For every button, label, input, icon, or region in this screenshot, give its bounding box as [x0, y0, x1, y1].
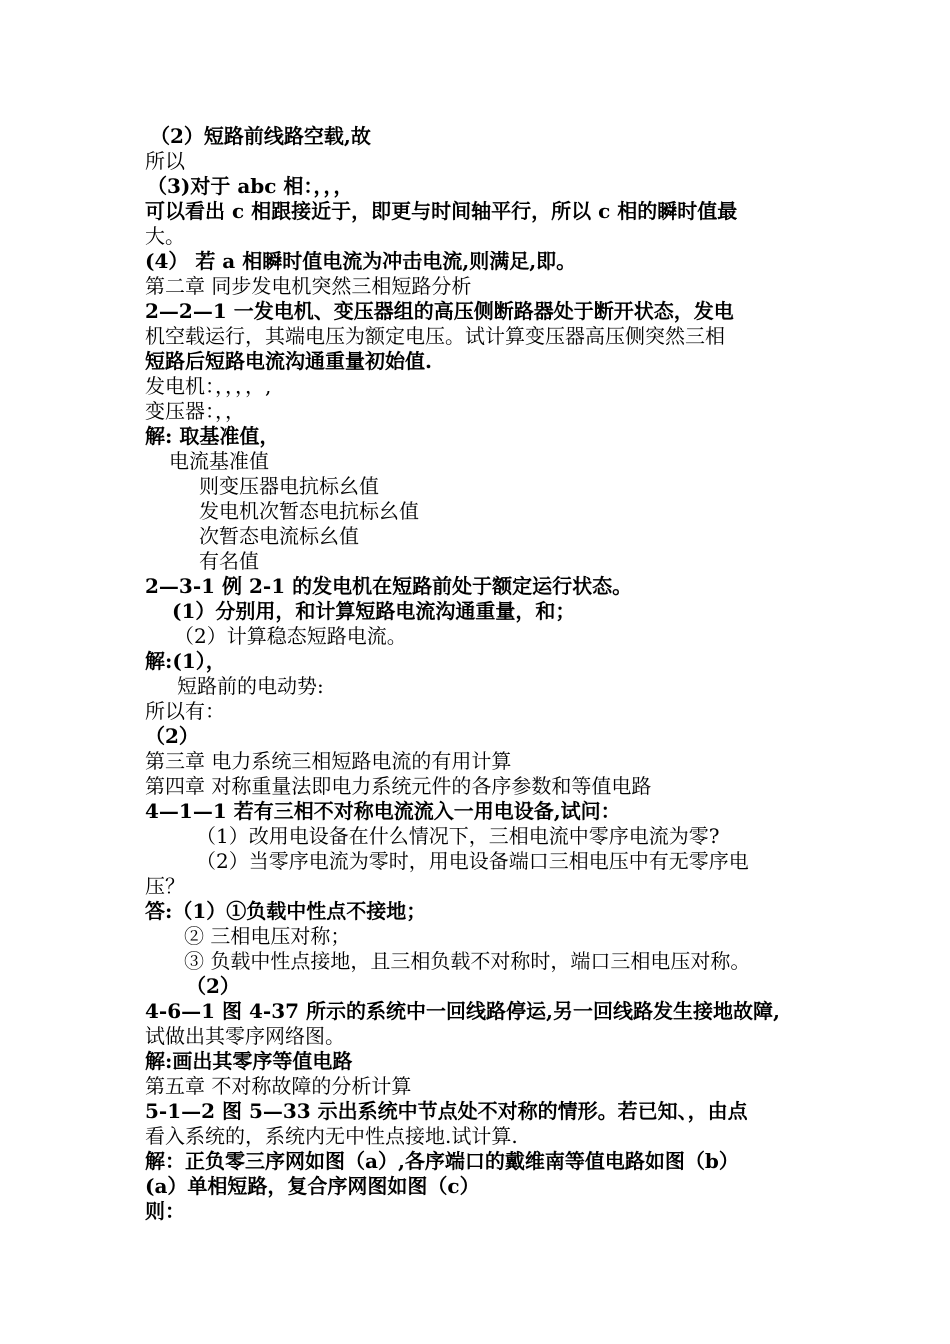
text-line: 发电机次暂态电抗标幺值: [199, 499, 419, 523]
text-line: 短路后短路电流沟通重量初始值.: [145, 349, 432, 373]
chapter-heading: 第二章 同步发电机突然三相短路分析: [145, 274, 472, 298]
text-line: 电流基准值: [169, 449, 269, 473]
text-line: (a）单相短路，复合序网图如图（c）: [145, 1174, 480, 1198]
text-line: 可以看出 c 相跟接近于，即更与时间轴平行，所以 c 相的瞬时值最: [145, 199, 738, 223]
text-line: 解:画出其零序等值电路: [145, 1049, 353, 1073]
text-line: 所以: [145, 149, 185, 173]
text-line: ③ 负载中性点接地，且三相负载不对称时，端口三相电压对称。: [184, 949, 751, 973]
text-line: 机空载运行，其端电压为额定电压。试计算变压器高压侧突然三相: [145, 324, 725, 348]
text-line: 则变压器电抗标幺值: [199, 474, 379, 498]
text-line: 次暂态电流标幺值: [199, 524, 359, 548]
text-line: 有名值: [199, 549, 259, 573]
text-line: 变压器：，，: [145, 399, 245, 423]
text-line: 大。: [145, 224, 185, 248]
text-line: 则：: [145, 1199, 185, 1223]
text-line: 2—2—1 一发电机、变压器组的高压侧断路器处于断开状态，发电: [145, 299, 734, 323]
text-line: （2）计算稳态短路电流。: [174, 624, 407, 648]
chapter-heading: 第四章 对称重量法即电力系统元件的各序参数和等值电路: [145, 774, 652, 798]
text-line: 4—1—1 若有三相不对称电流流入一用电设备,试问：: [145, 799, 621, 823]
text-line: 试做出其零序网络图。: [145, 1024, 345, 1048]
text-line: (1）分别用，和计算短路电流沟通重量，和；: [172, 599, 576, 623]
text-line: 短路前的电动势:: [177, 674, 324, 698]
text-line: 2—3-1 例 2-1 的发电机在短路前处于额定运行状态。: [145, 574, 633, 598]
text-line: 压？: [145, 874, 185, 898]
text-line: 4-6—1 图 4-37 所示的系统中一回线路停运,另一回线路发生接地故障,: [145, 999, 780, 1023]
text-line: （2）短路前线路空载,故: [150, 124, 371, 148]
chapter-heading: 第五章 不对称故障的分析计算: [145, 1074, 412, 1098]
text-line: ② 三相电压对称；: [184, 924, 351, 948]
text-line: 解:(1），: [145, 649, 226, 673]
text-line: （2）当零序电流为零时，用电设备端口三相电压中有无零序电: [196, 849, 749, 873]
text-line: 所以有：: [145, 699, 225, 723]
text-line: （2）: [145, 724, 199, 748]
text-line: （2）: [186, 974, 240, 998]
chapter-heading: 第三章 电力系统三相短路电流的有用计算: [145, 749, 512, 773]
text-line: 5-1—2 图 5—33 示出系统中节点处不对称的情形。若已知、，由点: [145, 1099, 748, 1123]
text-line: 看入系统的，系统内无中性点接地.试计算.: [145, 1124, 518, 1148]
text-line: （1）改用电设备在什么情况下，三相电流中零序电流为零?: [196, 824, 720, 848]
text-line: 解：正负零三序网如图（a）,各序端口的戴维南等值电路如图（b）: [145, 1149, 739, 1173]
text-line: (4） 若 a 相瞬时值电流为冲击电流,则满足,即。: [145, 249, 577, 273]
text-line: 答:（1）①负载中性点不接地；: [145, 899, 427, 923]
text-line: 解: 取基准值，: [145, 424, 280, 448]
text-line: （3)对于 abc 相：，，，: [147, 174, 354, 198]
text-line: 发电机：，，，，,: [145, 374, 272, 398]
